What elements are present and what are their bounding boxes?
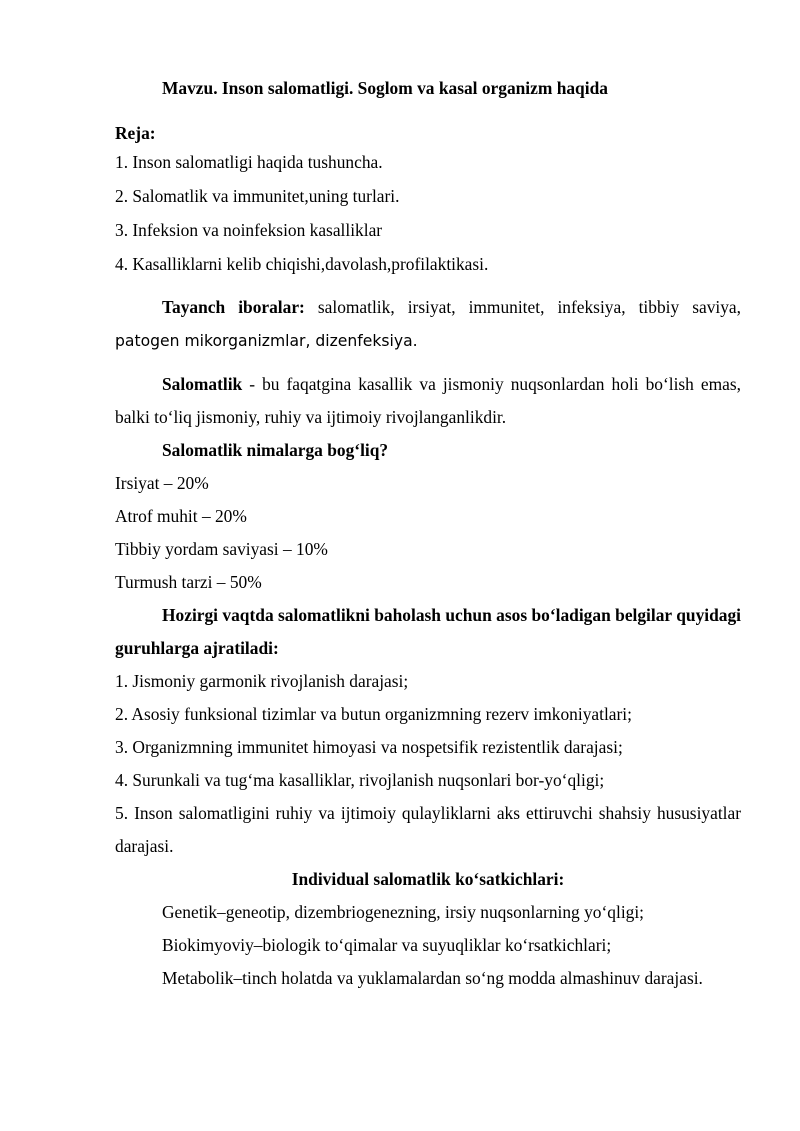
- plan-list: [115, 145, 741, 281]
- criteria-item: 1. Jismoniy garmonik rivojlanish darajasi;: [115, 671, 409, 691]
- criteria-item: 3. Organizmning immunitet himoyasi va nospetsifik rezistentlik darajasi;: [115, 737, 623, 757]
- keywords-text: salomatlik, irsiyat, immunitet, infeksiya, tibbiy saviya,: [304, 297, 741, 317]
- factor-item: Atrof muhit – 20%: [115, 506, 247, 526]
- indicator-item: Biokimyoviy–biologik to‘qimalar va suyuqliklar ko‘rsatkichlari;: [162, 935, 612, 955]
- factors-heading: Salomatlik nimalarga bog‘liq?: [162, 440, 389, 460]
- definition-paragraph: [115, 368, 741, 434]
- indicators-heading: Individual salomatlik ko‘satkichlari:: [291, 869, 565, 889]
- definition-term: Salomatlik: [162, 374, 243, 394]
- criteria-item: 4. Surunkali va tug‘ma kasalliklar, rivojlanish nuqsonlari bor-yo‘qligi;: [115, 770, 605, 790]
- indicator-item: Genetik–geneotip, dizembriogenezning, irsiy nuqsonlarning yo‘qligi;: [162, 902, 645, 922]
- plan-item: 2. Salomatlik va immunitet,uning turlari.: [115, 186, 400, 206]
- plan-item: 1. Inson salomatligi haqida tushuncha.: [115, 152, 383, 172]
- criteria-item: 2. Asosiy funksional tizimlar va butun organizmning rezerv imkoniyatlari;: [115, 704, 632, 724]
- plan-item: 3. Infeksion va noinfeksion kasalliklar: [115, 220, 383, 240]
- keywords-paragraph: [115, 291, 741, 358]
- definition-text: - bu faqatgina kasallik va jismoniy nuqsonlardan holi bo‘lish emas, balki to‘liq jismoniy, ruhiy va ijtimoiy rivojlanganlikdir.: [115, 374, 741, 427]
- plan-item: 4. Kasalliklarni kelib chiqishi,davolash,profilaktikasi.: [115, 254, 489, 274]
- plan-heading: Reja:: [115, 123, 156, 143]
- keywords-text-continued: patogen mikorganizmlar, dizenfeksiya.: [115, 332, 418, 350]
- document-body: [115, 75, 741, 995]
- factor-item: Tibbiy yordam saviyasi – 10%: [115, 539, 328, 559]
- criteria-item: 5. Inson salomatligini ruhiy va ijtimoiy qulayliklarni aks ettiruvchi shahsiy hususiyatlar darajasi.: [115, 803, 741, 856]
- factor-item: Irsiyat – 20%: [115, 473, 209, 493]
- indicator-item: Metabolik–tinch holatda va yuklamalardan so‘ng modda almashinuv darajasi.: [162, 968, 703, 988]
- factor-item: Turmush tarzi – 50%: [115, 572, 262, 592]
- criteria-heading: Hozirgi vaqtda salomatlikni baholash uchun asos bo‘ladigan belgilar quyidagi guruhlarga ajratiladi:: [115, 605, 741, 658]
- keywords-label: Tayanch iboralar:: [162, 297, 305, 317]
- document-title: Mavzu. Inson salomatligi. Soglom va kasal organizm haqida: [162, 78, 608, 98]
